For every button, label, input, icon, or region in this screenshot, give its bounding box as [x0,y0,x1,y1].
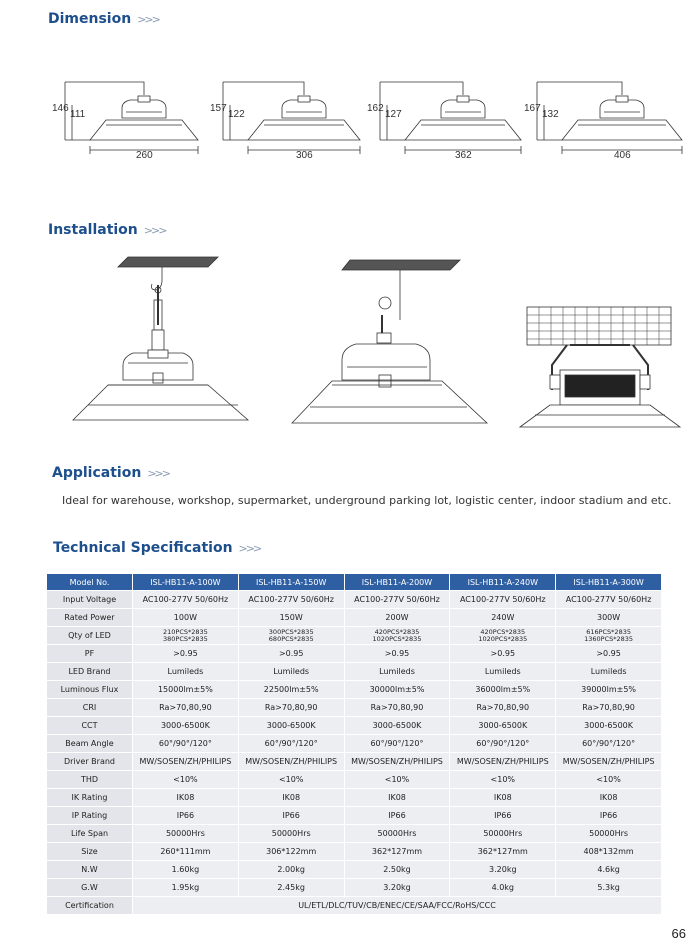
spec-cell: 60°/90°/120° [239,735,345,752]
table-row [47,771,662,788]
spec-cell: IK08 [239,789,345,806]
spec-header-cell: ISL-HB11-A-150W [239,574,345,590]
spec-cell-line: 1360PCS*2835 [584,634,634,643]
spec-cell [556,627,662,644]
spec-cell-line: 1020PCS*2835 [372,634,422,643]
spec-cell: 1.95kg [133,879,239,896]
spec-cell: 1.60kg [133,861,239,878]
table-row [47,663,662,680]
spec-cell: MW/SOSEN/ZH/PHILIPS [450,753,556,770]
spec-cell: IP66 [239,807,345,824]
spec-cell: Ra>70,80,90 [133,699,239,716]
spec-row-label: CRI [47,699,133,716]
table-row [47,699,662,716]
spec-cell: 3000-6500K [133,717,239,734]
installation-bracket-drawing [515,305,685,435]
spec-cell: 150W [239,609,345,626]
spec-cell: 300W [556,609,662,626]
application-title: Application [52,465,142,481]
spec-cell [450,627,556,644]
spec-cell: Lumileds [450,663,556,680]
spec-header-cell: ISL-HB11-A-300W [556,574,662,590]
spec-cell: <10% [239,771,345,788]
spec-row-label: CCT [47,717,133,734]
spec-row-label: N.W [47,861,133,878]
spec-cell: 3000-6500K [239,717,345,734]
chevron-icon: >>> [143,223,166,237]
spec-cell: 3.20kg [450,861,556,878]
spec-cell: 200W [345,609,451,626]
dimension-width: 260 [136,150,153,161]
spec-cell: 60°/90°/120° [345,735,451,752]
dimension-width: 362 [455,150,472,161]
spec-cell [239,627,345,644]
spec-cell: IK08 [556,789,662,806]
luminaire-outline-icon [375,70,525,170]
spec-cell: >0.95 [133,645,239,662]
spec-row-label: Luminous Flux [47,681,133,698]
spec-table-body [47,591,662,914]
spec-cell: AC100-277V 50/60Hz [556,591,662,608]
spec-header-cell: ISL-HB11-A-240W [450,574,556,590]
certification-row [47,897,662,914]
table-row [47,879,662,896]
table-row [47,807,662,824]
spec-cell: 50000Hrs [133,825,239,842]
spec-cell: 5.3kg [556,879,662,896]
dimension-total-height: 157 [210,103,227,114]
spec-cell: AC100-277V 50/60Hz [450,591,556,608]
spec-cell-line: 616PCS*2835 [586,627,631,636]
spec-table [47,573,662,915]
spec-cell: Ra>70,80,90 [450,699,556,716]
dimension-heading [48,11,159,27]
luminaire-outline-icon [532,70,682,170]
table-row [47,789,662,806]
spec-cell: AC100-277V 50/60Hz [345,591,451,608]
spec-cell-line: 420PCS*2835 [374,627,420,636]
spec-header-cell: ISL-HB11-A-200W [345,574,451,590]
table-row [47,627,662,644]
spec-cell: 3000-6500K [450,717,556,734]
spec-row-label: Life Span [47,825,133,842]
spec-cell: 4.0kg [450,879,556,896]
spec-cell-line: 420PCS*2835 [480,627,526,636]
spec-cell: MW/SOSEN/ZH/PHILIPS [556,753,662,770]
spec-header-cell: Model No. [47,574,133,590]
spec-cell: 2.50kg [345,861,451,878]
application-description: Ideal for warehouse, workshop, supermarket, underground parking lot, logistic center, indoor stadium and etc. [62,494,672,507]
spec-cell: <10% [450,771,556,788]
technical-spec-title: Technical Specification [53,540,233,556]
dimension-total-height: 162 [367,103,384,114]
table-row [47,645,662,662]
spec-cell-line: 210PCS*2835 [163,627,208,636]
spec-row-label: IK Rating [47,789,133,806]
spec-cell: <10% [345,771,451,788]
spec-cell: 2.45kg [239,879,345,896]
spec-cell: 3000-6500K [556,717,662,734]
spec-cell: IK08 [133,789,239,806]
spec-cell-line: 1020PCS*2835 [478,634,528,643]
spec-cell: 50000Hrs [345,825,451,842]
spec-cell: >0.95 [239,645,345,662]
spec-cell: 4.6kg [556,861,662,878]
technical-spec-heading [53,540,260,556]
spec-cell: 260*111mm [133,843,239,860]
spec-cell: 36000lm±5% [450,681,556,698]
spec-cell: Ra>70,80,90 [345,699,451,716]
installation-heading [48,222,165,238]
spec-cell: 60°/90°/120° [133,735,239,752]
spec-cell: 306*122mm [239,843,345,860]
spec-cell-line: 680PCS*2835 [268,634,314,643]
chevron-icon: >>> [137,12,159,26]
spec-cell: Ra>70,80,90 [239,699,345,716]
spec-cell: 362*127mm [450,843,556,860]
table-row [47,825,662,842]
table-row [47,861,662,878]
spec-cell: 50000Hrs [239,825,345,842]
spec-row-label: THD [47,771,133,788]
spec-cell: 15000lm±5% [133,681,239,698]
spec-cell: IP66 [133,807,239,824]
chevron-icon: >>> [238,541,261,555]
spec-cell: IK08 [345,789,451,806]
spec-cell: >0.95 [345,645,451,662]
spec-row-label: LED Brand [47,663,133,680]
spec-row-label: Qty of LED [47,627,133,644]
spec-cell: 100W [133,609,239,626]
certification-value: UL/ETL/DLC/TUV/CB/ENEC/CE/SAA/FCC/RoHS/CCC [133,897,662,914]
spec-cell: Lumileds [239,663,345,680]
spec-cell: 22500lm±5% [239,681,345,698]
spec-cell: 60°/90°/120° [450,735,556,752]
spec-cell: IP66 [556,807,662,824]
spec-cell: 2.00kg [239,861,345,878]
installation-title: Installation [48,222,138,238]
dimension-figure [210,70,368,170]
spec-row-label: Certification [47,897,133,914]
spec-header-row [47,574,662,590]
spec-header-cell: ISL-HB11-A-100W [133,574,239,590]
spec-cell: <10% [556,771,662,788]
spec-cell: IP66 [450,807,556,824]
spec-cell: AC100-277V 50/60Hz [133,591,239,608]
table-row [47,717,662,734]
spec-cell: 39000lm±5% [556,681,662,698]
spec-cell: IK08 [450,789,556,806]
dimension-width: 406 [614,150,631,161]
dimension-figure [367,70,525,170]
dimension-total-height: 167 [524,103,541,114]
table-row [47,753,662,770]
spec-cell: IP66 [345,807,451,824]
table-row [47,609,662,626]
spec-cell: MW/SOSEN/ZH/PHILIPS [239,753,345,770]
page-number: 66 [671,926,686,941]
spec-cell: >0.95 [556,645,662,662]
spec-cell: 3000-6500K [345,717,451,734]
dimension-figure [524,70,682,170]
luminaire-outline-icon [60,70,210,170]
installation-hook-drawing [68,255,258,435]
spec-cell: MW/SOSEN/ZH/PHILIPS [133,753,239,770]
spec-cell [345,627,451,644]
spec-row-label: Size [47,843,133,860]
luminaire-outline-icon [218,70,368,170]
spec-cell: 30000lm±5% [345,681,451,698]
dimension-figure [52,70,210,170]
spec-cell: 50000Hrs [450,825,556,842]
spec-row-label: Beam Angle [47,735,133,752]
table-row [47,735,662,752]
dimension-body-height: 122 [228,109,245,120]
spec-cell: Lumileds [556,663,662,680]
dimension-width: 306 [296,150,313,161]
spec-cell: 362*127mm [345,843,451,860]
dimension-title: Dimension [48,11,132,27]
spec-cell: <10% [133,771,239,788]
dimension-body-height: 127 [385,109,402,120]
spec-cell: Lumileds [345,663,451,680]
spec-cell: Ra>70,80,90 [556,699,662,716]
spec-cell-line: 380PCS*2835 [163,634,208,643]
spec-cell: AC100-277V 50/60Hz [239,591,345,608]
spec-cell: 60°/90°/120° [556,735,662,752]
table-row [47,591,662,608]
spec-cell: 50000Hrs [556,825,662,842]
dimension-body-height: 132 [542,109,559,120]
spec-row-label: IP Rating [47,807,133,824]
spec-row-label: G.W [47,879,133,896]
table-row [47,843,662,860]
dimension-total-height: 146 [52,103,69,114]
spec-cell: 240W [450,609,556,626]
spec-cell: Lumileds [133,663,239,680]
spec-cell: MW/SOSEN/ZH/PHILIPS [345,753,451,770]
spec-cell [133,627,239,644]
spec-row-label: Input Voltage [47,591,133,608]
spec-row-label: Rated Power [47,609,133,626]
application-heading [52,465,169,481]
spec-cell: 408*132mm [556,843,662,860]
spec-cell: 3.20kg [345,879,451,896]
spec-cell: >0.95 [450,645,556,662]
spec-row-label: PF [47,645,133,662]
spec-row-label: Driver Brand [47,753,133,770]
dimension-body-height: 111 [70,109,86,120]
chevron-icon: >>> [147,466,169,480]
table-row [47,681,662,698]
installation-ceiling-hook-drawing [282,255,497,435]
spec-cell-line: 300PCS*2835 [268,627,314,636]
